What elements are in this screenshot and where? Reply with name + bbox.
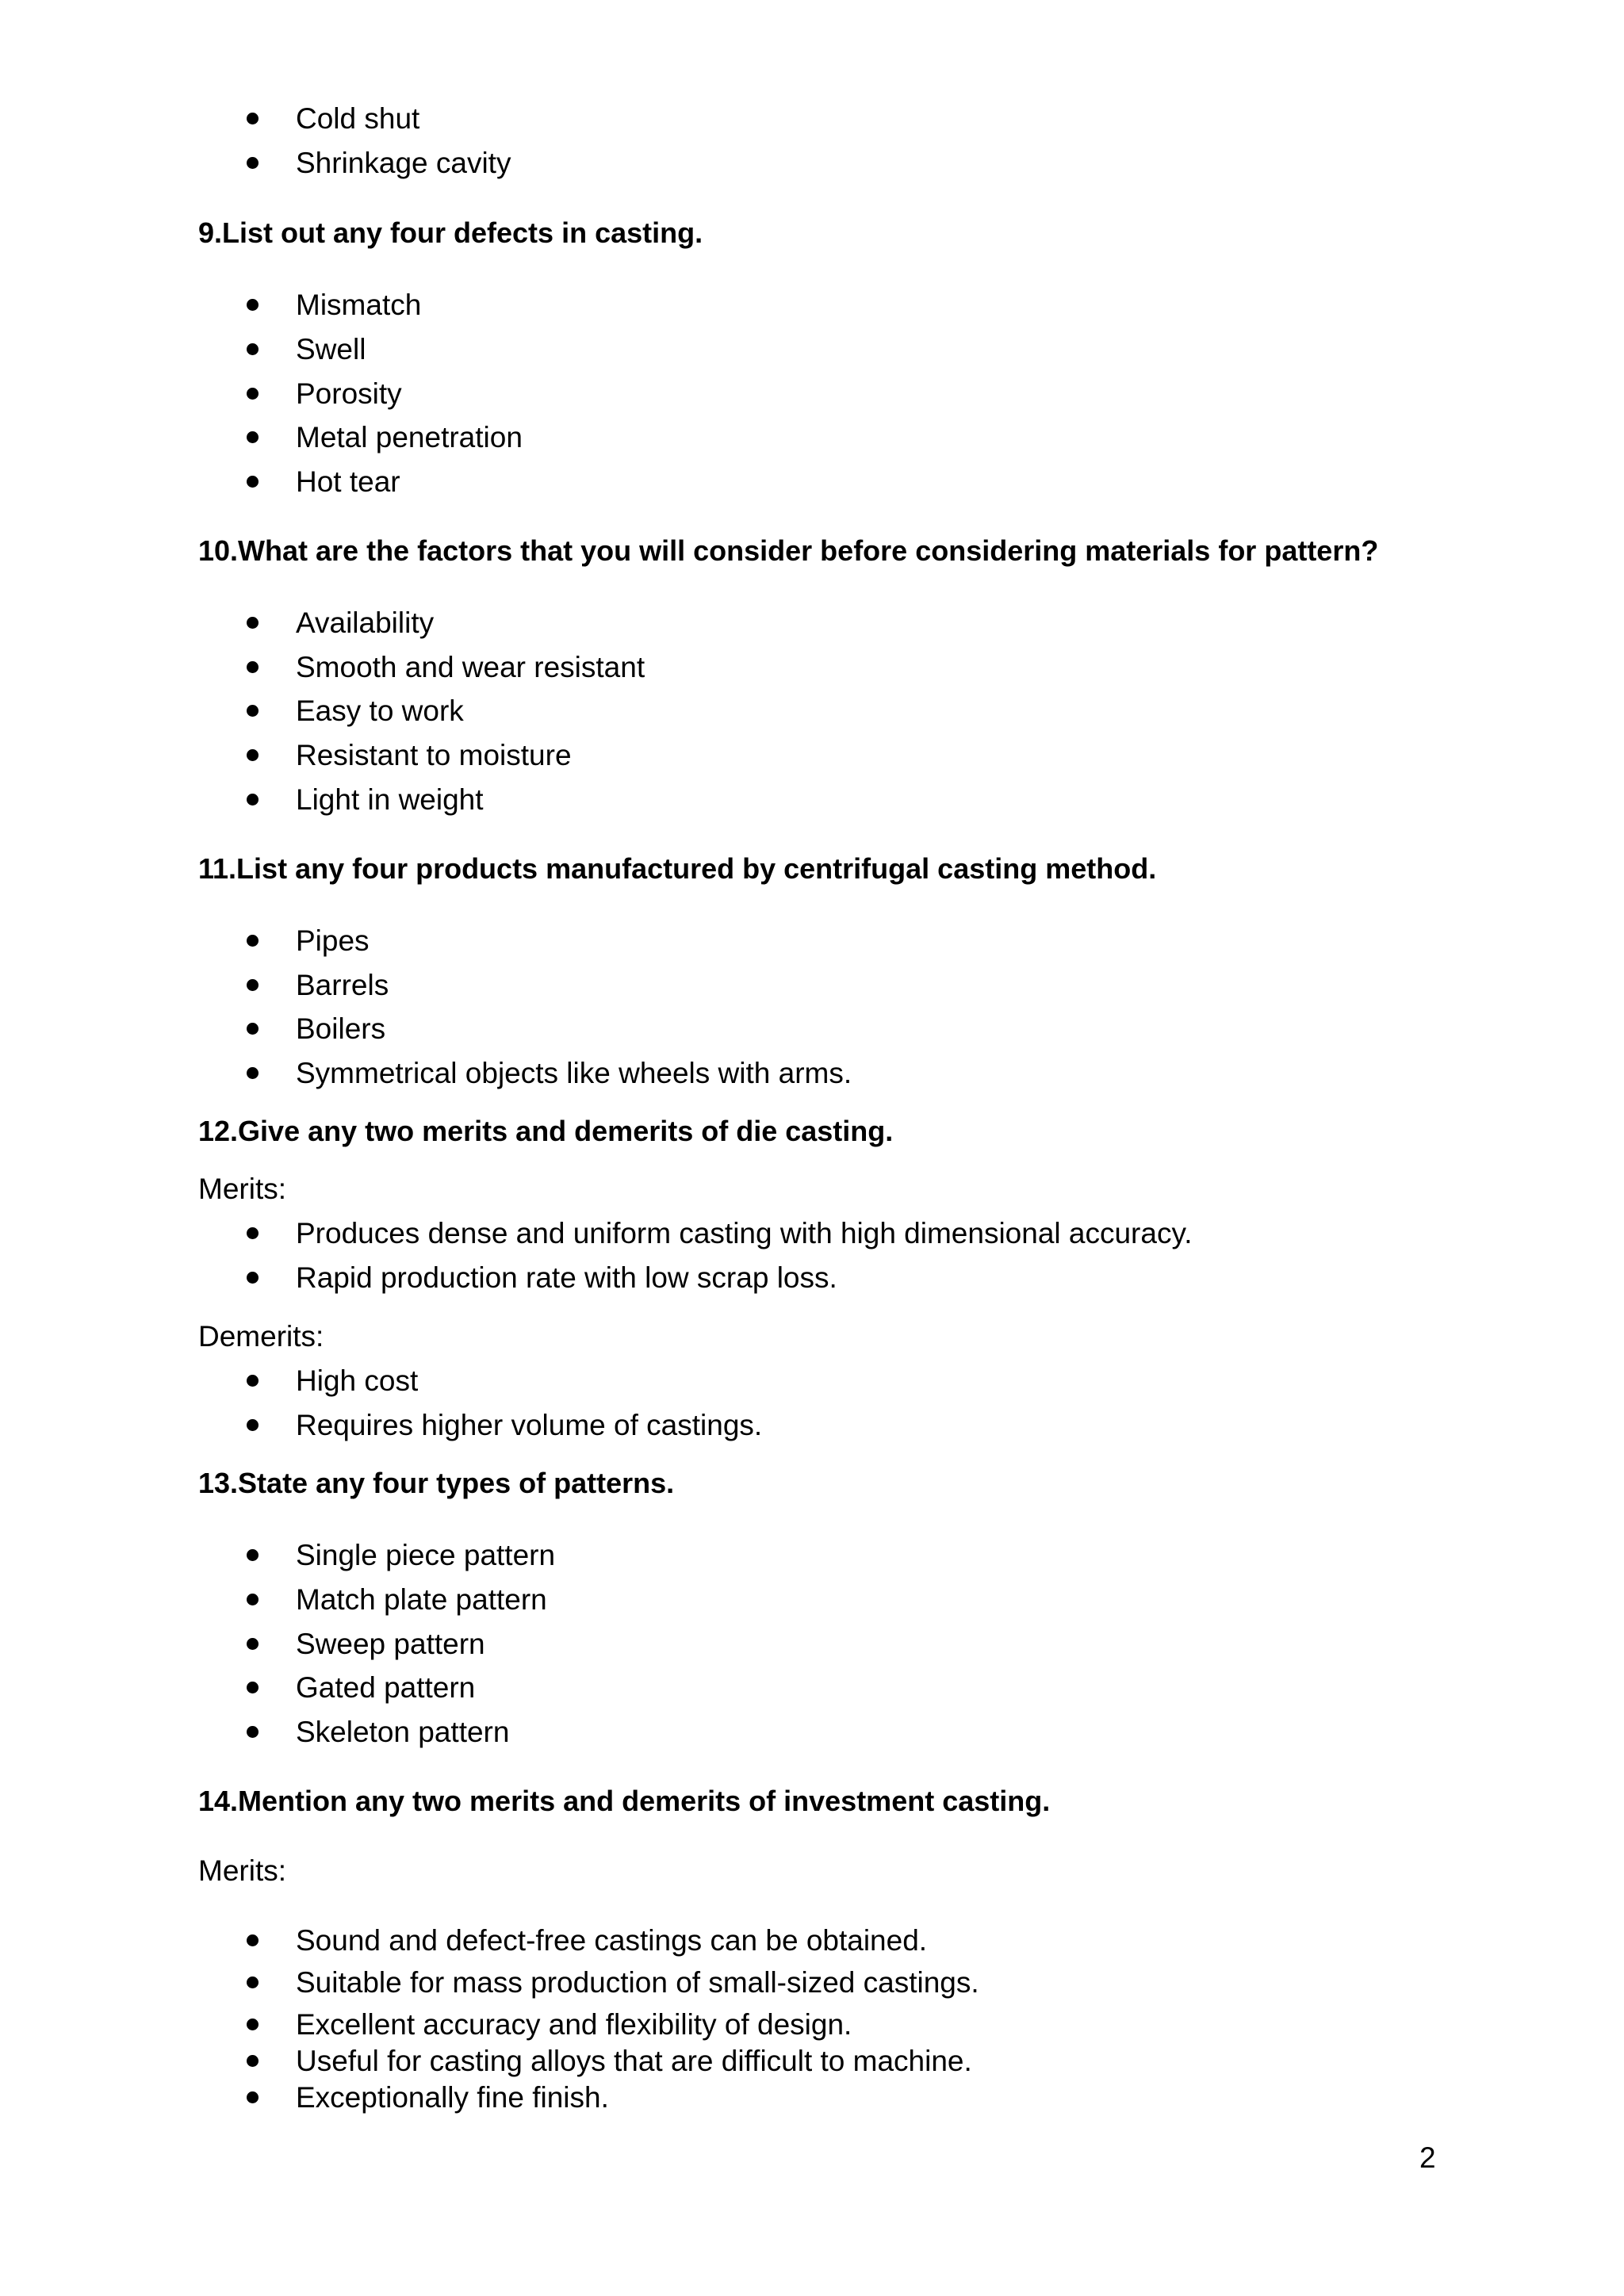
merits-label: Merits: <box>198 1854 286 1887</box>
list-item: Sound and defect-free castings can be obtained. <box>296 1923 927 1958</box>
question-heading: 9.List out any four defects in casting. <box>198 216 703 249</box>
list-item: Symmetrical objects like wheels with arms. <box>296 1056 852 1091</box>
bullet-icon <box>247 705 259 717</box>
bullet-icon <box>247 1726 259 1738</box>
list-item: Gated pattern <box>296 1670 475 1705</box>
list-item: Hot tear <box>296 465 400 499</box>
list-item: Exceptionally fine finish. <box>296 2080 609 2115</box>
bullet-icon <box>247 1067 259 1079</box>
bullet-icon <box>247 794 259 806</box>
page-number: 2 <box>1419 2141 1436 2174</box>
merits-label: Merits: <box>198 1173 286 1205</box>
bullet-icon <box>247 431 259 443</box>
question-heading: 12.Give any two merits and demerits of die casting. <box>198 1115 894 1147</box>
list-item: Smooth and wear resistant <box>296 650 645 685</box>
list-item: Skeleton pattern <box>296 1715 509 1750</box>
list-item: Availability <box>296 606 434 641</box>
bullet-icon <box>247 1934 259 1946</box>
bullet-icon <box>247 1549 259 1561</box>
list-item: Requires higher volume of castings. <box>296 1408 762 1443</box>
bullet-icon <box>247 2019 259 2030</box>
question-heading: 13.State any four types of patterns. <box>198 1467 675 1499</box>
demerits-label: Demerits: <box>198 1320 324 1353</box>
list-item: Boilers <box>296 1012 385 1047</box>
bullet-icon <box>247 1638 259 1650</box>
bullet-icon <box>247 1227 259 1239</box>
list-item: Produces dense and uniform casting with high dimensional accuracy. <box>296 1216 1193 1251</box>
list-item: High cost <box>296 1364 418 1399</box>
bullet-icon <box>247 388 259 400</box>
list-item: Excellent accuracy and flexibility of design. <box>296 2007 852 2042</box>
bullet-icon <box>247 343 259 355</box>
list-item: Mismatch <box>296 288 421 323</box>
bullet-icon <box>247 1419 259 1431</box>
bullet-icon <box>247 2055 259 2067</box>
list-item: Pipes <box>296 924 370 959</box>
bullet-icon <box>247 1976 259 1988</box>
bullet-icon <box>247 157 259 169</box>
list-item: Useful for casting alloys that are difficult to machine. <box>296 2044 972 2079</box>
bullet-icon <box>247 1594 259 1605</box>
bullet-icon <box>247 661 259 673</box>
list-item: Resistant to moisture <box>296 738 572 773</box>
list-item: Suitable for mass production of small-sized castings. <box>296 1965 979 2000</box>
question-heading: 11.List any four products manufactured by centrifugal casting method. <box>198 852 1157 885</box>
list-item: Easy to work <box>296 694 464 729</box>
list-item: Shrinkage cavity <box>296 146 511 181</box>
list-item: Porosity <box>296 377 402 411</box>
list-item: Sweep pattern <box>296 1627 485 1662</box>
question-heading: 14.Mention any two merits and demerits of investment casting. <box>198 1785 1051 1817</box>
bullet-icon <box>247 2091 259 2103</box>
list-item: Cold shut <box>296 101 419 136</box>
list-item: Barrels <box>296 968 389 1003</box>
bullet-icon <box>247 1375 259 1387</box>
list-item: Metal penetration <box>296 420 523 455</box>
question-heading: 10.What are the factors that you will consider before considering materials for pattern? <box>198 534 1379 567</box>
bullet-icon <box>247 1682 259 1693</box>
bullet-icon <box>247 113 259 124</box>
list-item: Single piece pattern <box>296 1538 555 1573</box>
bullet-icon <box>247 1272 259 1284</box>
list-item: Swell <box>296 332 366 367</box>
bullet-icon <box>247 935 259 947</box>
list-item: Match plate pattern <box>296 1582 547 1617</box>
bullet-icon <box>247 476 259 488</box>
bullet-icon <box>247 749 259 761</box>
list-item: Light in weight <box>296 783 484 817</box>
bullet-icon <box>247 617 259 629</box>
list-item: Rapid production rate with low scrap loss. <box>296 1261 837 1295</box>
bullet-icon <box>247 299 259 311</box>
bullet-icon <box>247 979 259 991</box>
bullet-icon <box>247 1023 259 1035</box>
